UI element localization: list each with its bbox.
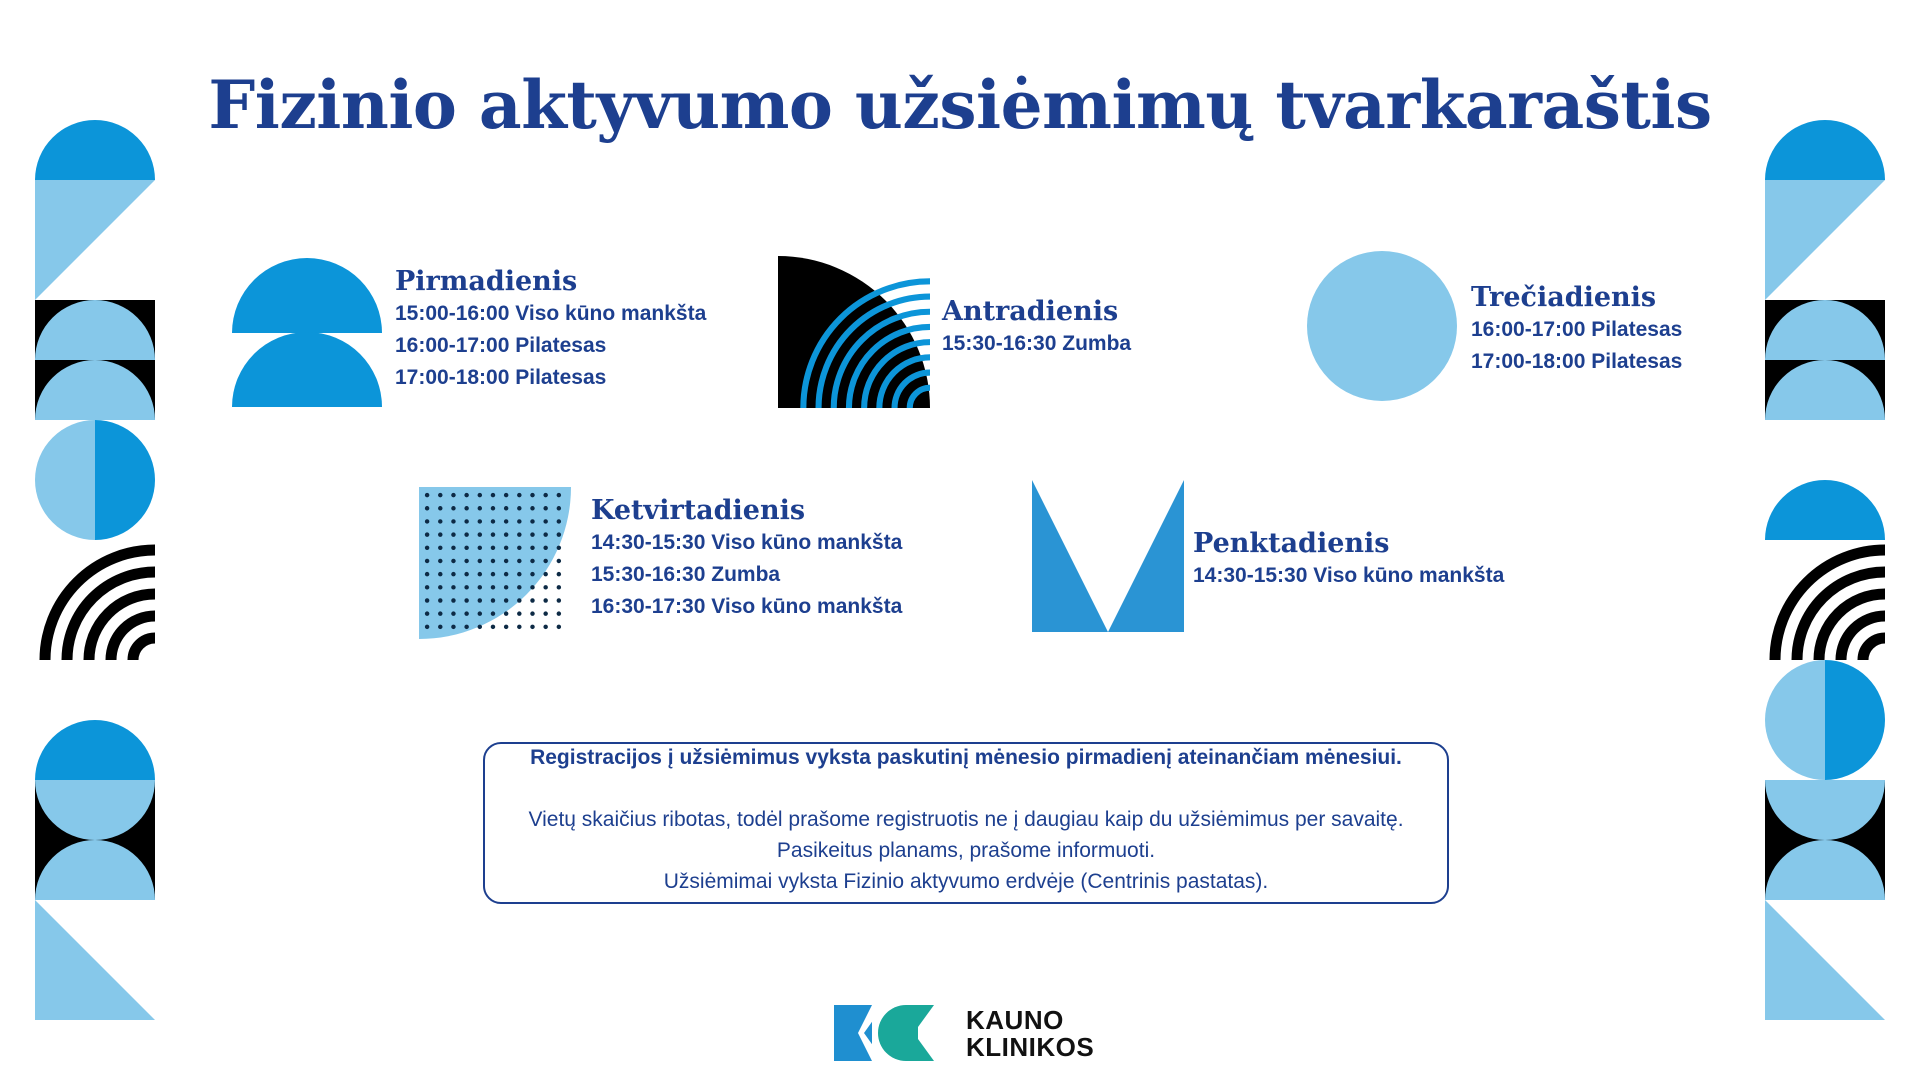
page-title: Fizinio aktyvumo užsiėmimų tvarkaraštis — [208, 66, 1712, 144]
dotted-quarter-icon — [419, 487, 571, 639]
registration-notice — [483, 742, 1449, 904]
session-item: 15:30-16:30 Zumba — [942, 332, 1132, 355]
session-item: 15:00-16:00 Viso kūno mankšta — [395, 302, 707, 325]
day-name: Penktadienis — [1193, 528, 1390, 559]
notice-line: Vietų skaičius ribotas, todėl prašome registruotis ne į daugiau kaip du užsiėmimus per savaitę. — [528, 808, 1404, 831]
session-item: 14:30-15:30 Viso kūno mankšta — [1193, 564, 1505, 587]
day-name: Ketvirtadienis — [591, 495, 806, 526]
notice-headline: Registracijos į užsiėmimus vyksta paskutinį mėnesio pirmadienį ateinančiam mėnesiui. — [530, 746, 1402, 769]
notice-line: Pasikeitus planams, prašome informuoti. — [776, 839, 1156, 862]
notice-line: Užsiėmimai vyksta Fizinio aktyvumo erdvėje (Centrinis pastatas). — [663, 870, 1269, 893]
logo-line: KLINIKOS — [966, 1032, 1095, 1062]
session-item: 15:30-16:30 Zumba — [591, 563, 781, 586]
left-pattern-strip — [35, 0, 155, 1080]
half-circles-icon — [232, 258, 382, 408]
day-name: Antradienis — [942, 296, 1119, 327]
session-item: 17:00-18:00 Pilatesas — [395, 366, 607, 389]
day-name: Trečiadienis — [1471, 282, 1657, 313]
circle-icon — [1306, 250, 1458, 402]
concentric-arcs-icon — [778, 256, 930, 408]
right-pattern-strip — [1765, 0, 1885, 1080]
day-name: Pirmadienis — [395, 266, 578, 297]
session-item: 16:30-17:30 Viso kūno mankšta — [591, 595, 903, 618]
session-item: 16:00-17:00 Pilatesas — [1471, 318, 1683, 341]
logo-line: KAUNO — [966, 1005, 1064, 1035]
session-item: 14:30-15:30 Viso kūno mankšta — [591, 531, 903, 554]
session-item: 16:00-17:00 Pilatesas — [395, 334, 607, 357]
triangles-icon — [1032, 480, 1184, 632]
session-item: 17:00-18:00 Pilatesas — [1471, 350, 1683, 373]
kauno-klinikos-logo — [834, 1003, 1134, 1063]
logo-mark-icon — [834, 1005, 936, 1061]
